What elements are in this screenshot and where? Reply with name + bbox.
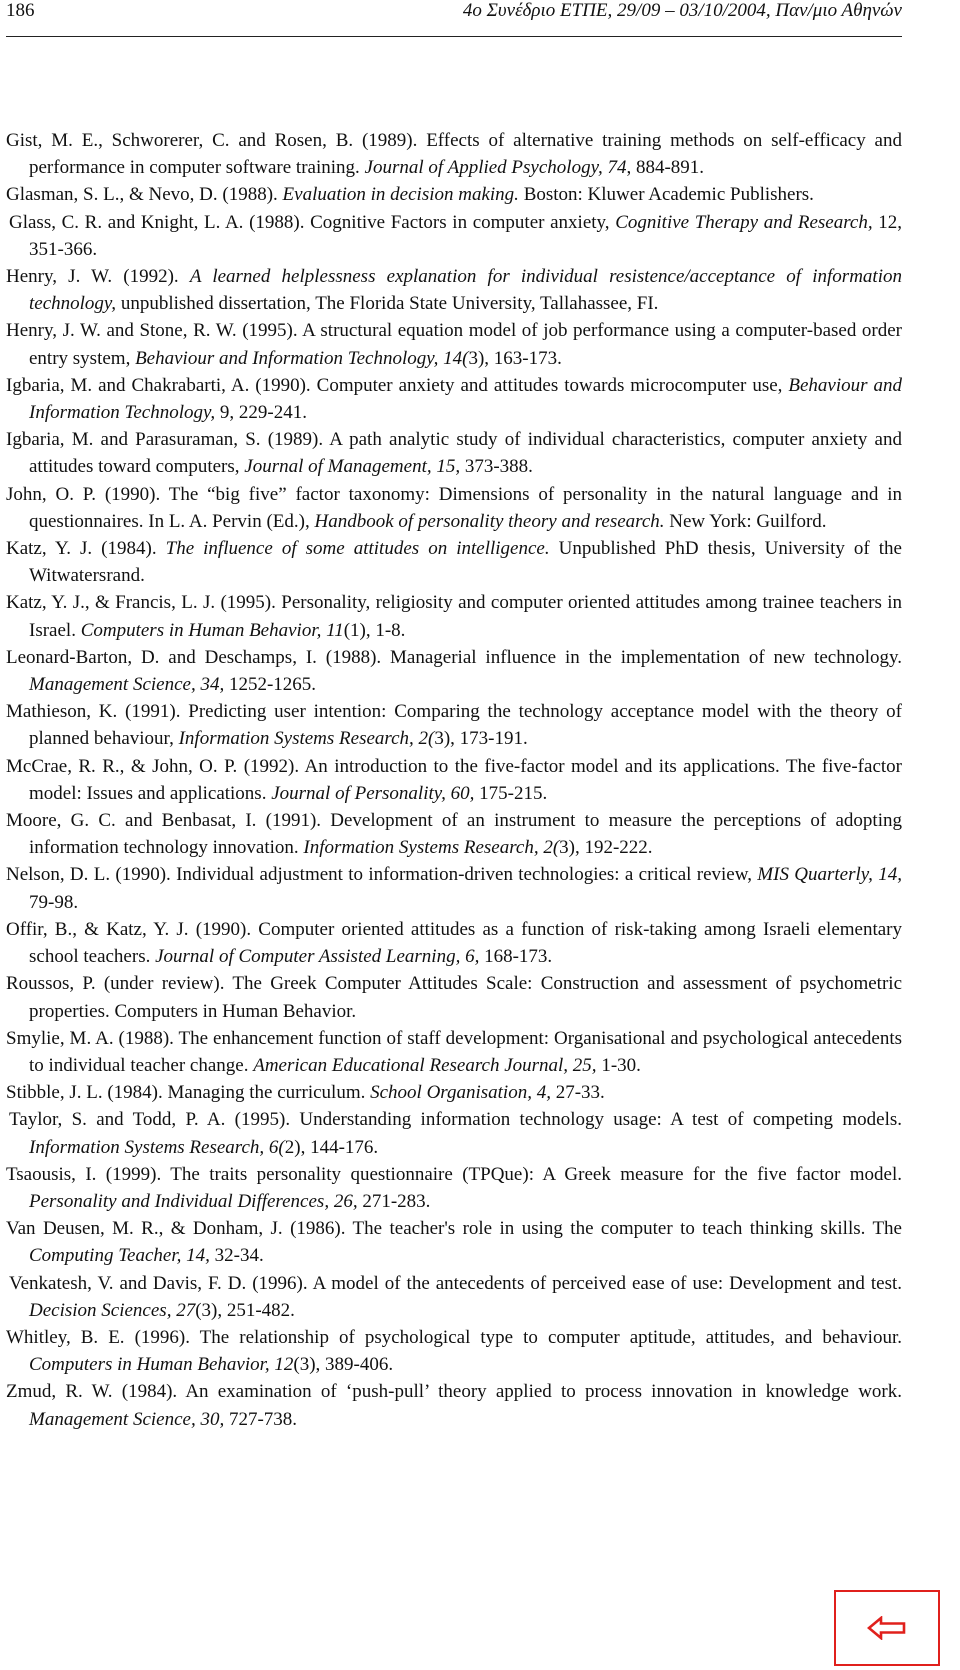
reference-text: Igbaria, M. and Parasuraman, S. (1989). A path analytic study of individual characteristics, computer anxiety and attitudes toward computers, <box>6 429 902 478</box>
reference-source: Evaluation in decision making. <box>282 184 519 206</box>
reference-source: Computing Teacher, 14, <box>29 1245 210 1267</box>
reference-entry <box>6 698 902 752</box>
running-header <box>6 0 902 37</box>
reference-text: Katz, Y. J. (1984). <box>6 538 166 560</box>
reference-entry <box>6 1079 902 1106</box>
reference-text: Glasman, S. L., & Nevo, D. (1988). <box>6 184 283 206</box>
reference-source: Journal of Applied Psychology, 74 <box>364 157 627 179</box>
reference-source: Information Systems Research, 2( <box>303 837 560 859</box>
reference-text: Glass, C. R. and Knight, L. A. (1988). Cognitive Factors in computer anxiety, <box>9 211 616 233</box>
reference-text: 32-34. <box>209 1245 264 1267</box>
reference-text: Henry, J. W. (1992). <box>6 266 190 288</box>
reference-text: Whitley, B. E. (1996). The relationship of psychological type to computer aptitude, attitudes, and behaviour. <box>6 1326 902 1348</box>
reference-text: (3), 389-406. <box>293 1354 394 1376</box>
reference-text: Unpublished PhD thesis, University of the Witwatersrand. <box>29 538 902 587</box>
reference-entry <box>6 589 902 643</box>
reference-source: The influence of some attitudes on intelligence. <box>165 538 550 560</box>
reference-text: (1), 1-8. <box>343 619 406 641</box>
running-head: 4ο Συνέδριο ΕΤΠΕ, 29/09 – 03/10/2004, Παν/μιο Αθηνών <box>462 0 902 21</box>
reference-entry <box>6 1025 902 1079</box>
reference-text: 727-738. <box>224 1408 298 1430</box>
reference-source: Journal of Computer Assisted Learning, 6, <box>155 946 480 968</box>
reference-entry <box>6 1161 902 1215</box>
reference-text: Henry, J. W. and Stone, R. W. (1995). A structural equation model of job performance using a computer-based order entry system, <box>6 320 902 369</box>
reference-text: Zmud, R. W. (1984). An examination of ‘push-pull’ theory applied to process innovation in knowledge work. <box>6 1381 902 1403</box>
reference-entry <box>6 209 902 263</box>
reference-text: 271-283. <box>357 1190 431 1212</box>
back-button[interactable] <box>834 1590 940 1666</box>
reference-entry <box>6 263 902 317</box>
reference-text: 3), 173-191. <box>434 728 528 750</box>
reference-text: Stibble, J. L. (1984). Managing the curriculum. <box>6 1082 371 1104</box>
reference-text: , 884-891. <box>626 157 705 179</box>
reference-text: 2), 144-176. <box>284 1136 379 1158</box>
reference-source: Cognitive Therapy and Research, <box>615 211 873 233</box>
reference-text: 12, 351-366. <box>29 211 903 260</box>
reference-text: 1-30. <box>596 1054 641 1076</box>
page-number: 186 <box>6 0 35 21</box>
reference-text: Venkatesh, V. and Davis, F. D. (1996). A model of the antecedents of perceived ease of use: Development and test. <box>9 1272 902 1294</box>
reference-text: Moore, G. C. and Benbasat, I. (1991). Development of an instrument to measure the perceptions of adopting information technology innovation. <box>6 810 902 859</box>
reference-text: Leonard-Barton, D. and Deschamps, I. (1988). Managerial influence in the implementation of new technology. <box>6 646 902 668</box>
reference-text: Mathieson, K. (1991). Predicting user intention: Comparing the technology acceptance model with the theory of planned behaviour, <box>6 701 902 750</box>
reference-source: American Educational Research Journal, 25, <box>253 1054 597 1076</box>
reference-text: New York: Guilford. <box>664 510 827 532</box>
reference-text: Smylie, M. A. (1988). The enhancement function of staff development: Organisational and psychological antecedents to individual teacher change. <box>6 1027 902 1076</box>
reference-text: Taylor, S. and Todd, P. A. (1995). Understanding information technology usage: A test of competing models. <box>9 1109 902 1131</box>
reference-source: Handbook of personality theory and research. <box>314 510 665 532</box>
reference-text: 3), 192-222. <box>559 837 653 859</box>
reference-text: 27-33. <box>550 1082 605 1104</box>
reference-source: Information Systems Research, 2( <box>178 728 435 750</box>
reference-text: 79-98. <box>29 891 79 913</box>
back-arrow-icon <box>867 1616 907 1640</box>
reference-entry <box>6 181 902 208</box>
reference-entry <box>6 916 902 970</box>
reference-source: Management Science, 30, <box>29 1408 225 1430</box>
reference-text: 373-388. <box>460 456 533 478</box>
reference-source: A learned helplessness explanation for individual resistence/acceptance of information technology, <box>29 266 902 315</box>
reference-source: Information Systems Research, 6( <box>29 1136 285 1158</box>
reference-entry <box>6 970 902 1024</box>
reference-source: Management Science, 34, <box>29 674 225 696</box>
reference-entry <box>6 1324 902 1378</box>
reference-entry <box>6 317 902 371</box>
reference-text: 9, 229-241. <box>215 402 307 424</box>
reference-entry <box>6 753 902 807</box>
reference-text: 175-215. <box>474 782 548 804</box>
reference-source: Journal of Personality, 60, <box>271 782 475 804</box>
reference-text: McCrae, R. R., & John, O. P. (1992). An introduction to the five-factor model and its applications. The five-factor model: Issues and applications. <box>6 755 902 804</box>
reference-source: Computers in Human Behavior, 11 <box>80 619 344 641</box>
reference-text: Tsaousis, I. (1999). The traits personality questionnaire (TPQue): A Greek measure for the five factor model. <box>6 1163 902 1185</box>
reference-entry <box>6 861 902 915</box>
reference-text: Igbaria, M. and Chakrabarti, A. (1990). Computer anxiety and attitudes towards microcomputer use, <box>6 374 789 396</box>
reference-text: 3), 163-173. <box>468 347 562 369</box>
reference-entry <box>6 644 902 698</box>
reference-entry <box>6 1270 902 1324</box>
reference-text: Offir, B., & Katz, Y. J. (1990). Computer oriented attitudes as a function of risk-taking among Israeli elementary school teachers. <box>6 918 902 968</box>
reference-entry <box>6 127 902 181</box>
reference-source: Behaviour and Information Technology, <box>29 374 902 424</box>
reference-source: Behaviour and Information Technology, 14( <box>135 347 469 369</box>
reference-list <box>6 127 902 1433</box>
reference-entry <box>6 807 902 861</box>
reference-text: Gist, M. E., Schworerer, C. and Rosen, B. (1989). Effects of alternative training methods on self-efficacy and performance in computer software training. <box>6 130 902 179</box>
reference-text: Boston: Kluwer Academic Publishers. <box>518 184 814 206</box>
reference-text: Roussos, P. (under review). The Greek Computer Attitudes Scale: Construction and assessment of psychometric properties. Computers in Human Behavior. <box>6 973 902 1022</box>
reference-source: Journal of Management, 15, <box>244 456 461 478</box>
reference-text: Nelson, D. L. (1990). Individual adjustment to information-driven technologies: a critical review, <box>6 864 758 886</box>
reference-entry <box>6 1378 902 1432</box>
reference-source: Decision Sciences, 27 <box>29 1299 196 1321</box>
reference-text: 1252-1265. <box>224 674 317 696</box>
reference-text: (3), 251-482. <box>195 1299 295 1321</box>
reference-entry <box>6 535 902 589</box>
reference-entry <box>6 372 902 426</box>
reference-entry <box>6 1106 902 1160</box>
reference-source: School Organisation, 4, <box>370 1082 551 1104</box>
reference-text: 168-173. <box>479 946 553 968</box>
reference-entry <box>6 426 902 480</box>
reference-text: Katz, Y. J., & Francis, L. J. (1995). Personality, religiosity and computer oriented attitudes among trainee teachers in Israel. <box>6 592 902 641</box>
reference-source: Personality and Individual Differences, 26, <box>29 1190 358 1212</box>
reference-text: Van Deusen, M. R., & Donham, J. (1986). The teacher's role in using the computer to teach thinking skills. The <box>6 1218 902 1240</box>
reference-source: Computers in Human Behavior, 12 <box>29 1354 294 1376</box>
reference-text: unpublished dissertation, The Florida State University, Tallahassee, FI. <box>116 293 659 315</box>
reference-entry <box>6 1215 902 1269</box>
reference-entry <box>6 481 902 535</box>
reference-text: John, O. P. (1990). The “big five” factor taxonomy: Dimensions of personality in the natural language and in questionnaires. In L. A. Pervin (Ed.), <box>6 483 902 532</box>
reference-source: MIS Quarterly, 14, <box>757 864 902 886</box>
